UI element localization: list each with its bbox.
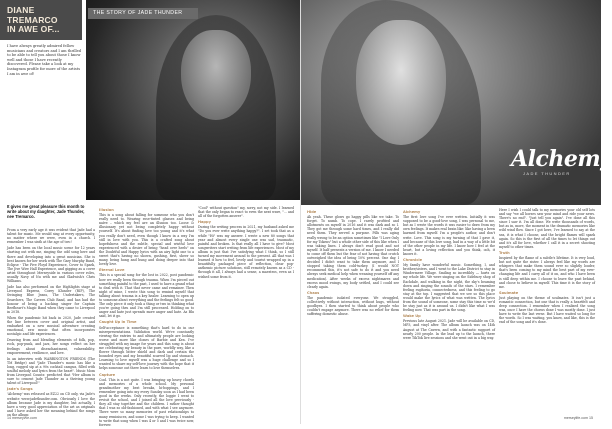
- paragraph: This is a special song for the lost in 2022, post pandemic how we really been through trauma. When I'm pieced out something painful to the past, I used to have a grand what to deal with it. That that never came and remainer. Then night of mine, I wrote this song to remind myself that talking about trauma is a key healer. Learning to open up to someone about everything and the feelings felt so good. The only piece it only took a thing or two in thinking what you're going thru and I'm still processed. Holding on to anger and hate just spreads more anger and hate. As Blu said, let it go.: [99, 273, 194, 319]
- portrait-face: [181, 30, 251, 120]
- article-column-3: [198, 206, 294, 281]
- paragraph: "Cool" without question" my, sorry, not my side. I learned that the only began to react to even the next wave, "... and all of the forgotten answer".: [198, 206, 294, 219]
- paragraph: My family have wonderful music. Something, I, and brother/sisters, and I went to the Lake District to stay in Windermere Village. Smiling so incredibly — hurts on my whole life. We were singing on the Sidebury shop of Eachdale, and walking in the night, the sky's beaming down and singing the sounds of the stars. I remember feeling euphoria, connectedness, and this feeling to go stay at the top. I suggested that we see so this place would make the lyrics of what was written. The lyrics from the sound of someone, some stay this time so we'd be stay just as it is around us. I didn't like what I was feeling now. That was part in the song.: [403, 263, 495, 313]
- paragraph: The pandemic isolated everyone. We struggled, collectively without interaction, without hugs, without goodbyes. I then started to think about people who couldn't engage anymore. There was no relief for them suffering domestic abuse.: [307, 295, 399, 317]
- paragraph: 'Alchemy' was released as EZ22 on CD only, via Jade's website www.jadethunder.com. Obviously I love the album because Jade is my daughter, but actually, I have a very good appreciation of the art as originals and I have asked her the meaning behind the songs on the album:: [7, 392, 95, 417]
- article-column-6: [499, 208, 595, 327]
- paragraph: Inspired by the flame of a subtle's lifetime. It is very loud, but not quite the sister. I always feel like my words are whispers that make them sound ever so slightly louder, that's been coming to my mind the best part of my ever-changing life and I carry all of it on, and who I have been is still deep within me. I choose to leave the past behind, and chose to believe in myself. This time it is the story of me.: [499, 256, 595, 289]
- article-column-2: [99, 206, 194, 429]
- subheading: Hide: [307, 210, 317, 214]
- portrait-photo-right: [301, 0, 612, 205]
- article-column-1: [7, 228, 95, 419]
- story-banner: THE STORY OF JADE THUNDER: [88, 8, 198, 19]
- subheading: Chaos: [307, 290, 320, 295]
- subheading: Illusion: [99, 208, 114, 212]
- right-page: [300, 0, 612, 424]
- page-number-right: merseylife.com 15: [563, 416, 593, 420]
- subheading: Caught Up In Time: [99, 320, 137, 325]
- left-page: [0, 0, 300, 427]
- album-artist: JADE THUNDER: [523, 171, 571, 176]
- paragraph: The first love song I've ever written. Initially it was supposed to be a good-love song, I was personal to me, but as I wrote the words it was easier to draw from my own feelings. It makes real brain like: like having a been harmed from myself. I'm a people's author, and don't write. Love. This song is my turning of that I gave it, and because of this love song, bad in a way of a little bit of the other people in my life. I know how I feel at the heart, but a loving reflection and you think, ooh, it knows it.: [403, 215, 495, 256]
- article-column-4: [307, 208, 399, 318]
- header-line-2: TREMARCO: [7, 14, 58, 25]
- paragraph: During the writing process in 2021, my husband asked me "Do you ever write anything happy?". I set took that as a while "Hi" was my answer. I wrote a new 80 songs that year and almost every single one was sad, traumatic, painful and broken. Is that really all I have to give? Most songwriters start writing from life experiences. Most of my album is just that I've satisfying what I think, so I still turned my movement around to the present. All that was I learned it how to feel, lovely and tourist wrapped up in a beautifully packaged piece of reflection, clear pop-anthemic picture solutions, still remotely known as a CD - through it all, I always had a sense, a maestros, even as I wished some from it.: [198, 225, 294, 279]
- pull-quote: It gives me great pleasure this month to write about my daughter, Jade Thunder, nee Tremarco.: [7, 204, 85, 219]
- paragraph: Just playing on the theme of soulmates. It isn't just a romantic connection, but one that is really a heartfelt and deep connection. I remember when I realised the song was, once I have the chorus done I was mostly done. I just have to write the last verse. But I have waited so long for the words. So I was waiting, you know, and like, this is the end of the song and it's done.: [499, 295, 595, 325]
- paragraph: Jade has also performed on the Highlights stage at Liverpool Express, Corey Klunder (RIP), The Swinging Blue Jeans, The Undertakers, The Searchers, The Cavern Club Band, and has had the honour of being a backing singer for Captain Beefheart's Magic Band when they came to Liverpool in 2018.: [7, 285, 95, 314]
- paragraph: Cool. This is a not quite. I was bringing up heavy chords and memories of a whole school. My personal grandmother my best breaks, hi-boppings, and I remember going into my every Sunday soon as I had been good in the weeks. Only recently, the loggie I went to revisit the school, and I joined all the love previously - they all stay together and the children. I rather thought that I was so old-fashioned, and with what I see anymore. There were so many memories of past relationships to many reminisces, and some I was trying to keep. I wanted to write that song when I was 4 or 5 and I was twice now, forever.: [99, 377, 194, 427]
- paragraph: This is a song about falling for someone who you don't really need to. Wearing rose-tinted glasses and being naïve – which my feel are an illusion too. Loose & illusionary yet not being completely happy without yourself. It's about finding love too young and it's what you really don't need, even though I know in a way I'm still in love with you. This is a crafted song about hopefulness and the subtle, special and wistful love experienced with a desire of being "head over heels" on the Doubtful and Happy lyrics with an airy light one to a sweet that's having no shown, gushing, first, sheer so many, being hung and hung and doing deeper into that lovely love.: [99, 213, 194, 267]
- paragraph: In an interview with WARRINGTON FRIENDS (The TM Bridge) and "Jade Thunder's music has like a long, rugged sip at a 90s cocktail campus, filled with soulful melody and lyrics from the heart". Music Mom from Liverpool Counts: predicted that "Her album is sure to cement Jade Thunder as a thriving young talent of Liverpool!": [7, 356, 95, 386]
- subheading: Wake Up: [403, 314, 421, 319]
- paragraph: When the pandemic hit back in 2020, Jade created the line between cover and original artist, and embarked on a new musical adventure creating emotional, raw music that often incorporates nostalgic and life experiences.: [7, 315, 95, 337]
- paragraph: Drawing from and blending elements of folk, pop, rock, pop-punk, and jazz, her songs reflect on her feelings about disenchantment, vulnerability, empowerment, resilience, and love.: [7, 338, 95, 355]
- paragraph: Here I wish I could talk to my memories your old self lots and say "we all horses saw your mind and ride your news. There's no end". "Just tell you again". I've done all this since I saw it. I'm all done. We write thousands of words, but as in, more, the moment in the dramatic memories like wild wind flow. Since I got here, I've learned to say at the sea, it is what I choose, and the bright flames will spark again. So this is the first of all the times to let things out and it's all for love, whether I call it in a secret shooting myself to other times.: [499, 208, 595, 249]
- subheading: Truth: [499, 250, 510, 255]
- subheading: Capture: [99, 372, 116, 377]
- subheading: Soulmate: [499, 290, 519, 295]
- paragraph: From a very early age it was evident that Jade had a talent for music. Me would sing at every opportunity, no matter where we were, even in a church. I remember I was sixth at the age of two!: [7, 228, 95, 245]
- portrait-photo-left: [86, 0, 300, 200]
- album-title: Alchemy: [511, 146, 612, 172]
- header-line-1: DIANE: [7, 5, 35, 15]
- portrait-face: [356, 20, 446, 145]
- paragraph: Jade has been on the local music scene for 12 years starting out with me, singing the odd song here and there and developing into a great musician. She is best known for her work with The Gary Murphy Band, Eclipse - The Five Floyd Experience, Cover to Spark, The Jive Wire Hall Experience, and gigging as a cover artist throughout Merseyside in various cover roles, usually Navy of Nu with me and Gladwish's Chris Williams.: [7, 246, 95, 284]
- subheading: Chronicle: [403, 258, 423, 263]
- subheading: Jade's Songs: [7, 387, 33, 392]
- subheading: Happy: [198, 220, 211, 225]
- paragraph: Self-acceptance is something that's hard to do in our misrepresentations. Validation world. We're constantly viewing the entries to and ultimately people are looking worse and more like clones of Barbie and Ken. I've struggled with my image for years and this song is about me celebrating my beauty in the pure, worldly way, like a flower through bitter shield and dark and certain the bounded eyes and my beautiful scarred lip and stomach. Learning to love myself was a huge challenge and so I wanted to share my self-love journey with the hope that it helps someone out there learn to love themselves.: [99, 325, 194, 371]
- subheading: Eternal Love: [99, 268, 125, 273]
- column-header: [0, 0, 82, 40]
- intro-text: I have always greatly admired fellow musicians and creators and I am thrilled to be able to tell you about those I know well and those I have recently discovered. Please take a look at my Instagram profile for more of the artists I am in awe of!: [7, 44, 82, 76]
- paragraph: Previous late August 2021. Jade will be available on CD, MP3, and vinyl after. The album launch was on 14th August at The Cavern, and with a fantastic support of nearly 200 people. In the lead up to the launch, there were TikTok live sessions and she went out in a big way.: [403, 319, 495, 340]
- header-line-3: IN AWE OF...: [7, 24, 60, 34]
- subheading: Alchemy: [403, 210, 421, 214]
- article-column-5: [403, 208, 495, 342]
- page-number-left: 14 merseyWe.com: [7, 416, 37, 420]
- paragraph: Ah yeah. These glows go happy pills like we take. To forget. To numb. To cope. I rarely profited and allotments on myself in 2016 and it was dark and so I. They got me through some hard times, and I really did need them. They served a purpose. Pills was aging really wrong to be an option sometimes like "I Love Only for my Tokens" but a whole other side of this like when I was taking lines. I always don't read good and not myself. It half presents a version of me. I know I needed to come off them but the fear of not having that crutch outweighed the idea of being 10% percent. One day, I decided I didn't want to take them anymore, and I stopped taking them cold-turkey. (I would NOT recommend this, it's not safe to do it and you need always seek medical help when weaning yourself off any medication). After weeks of excess nightmares and excess mood swings, my body settled, and I could see clearly again.: [307, 215, 399, 289]
